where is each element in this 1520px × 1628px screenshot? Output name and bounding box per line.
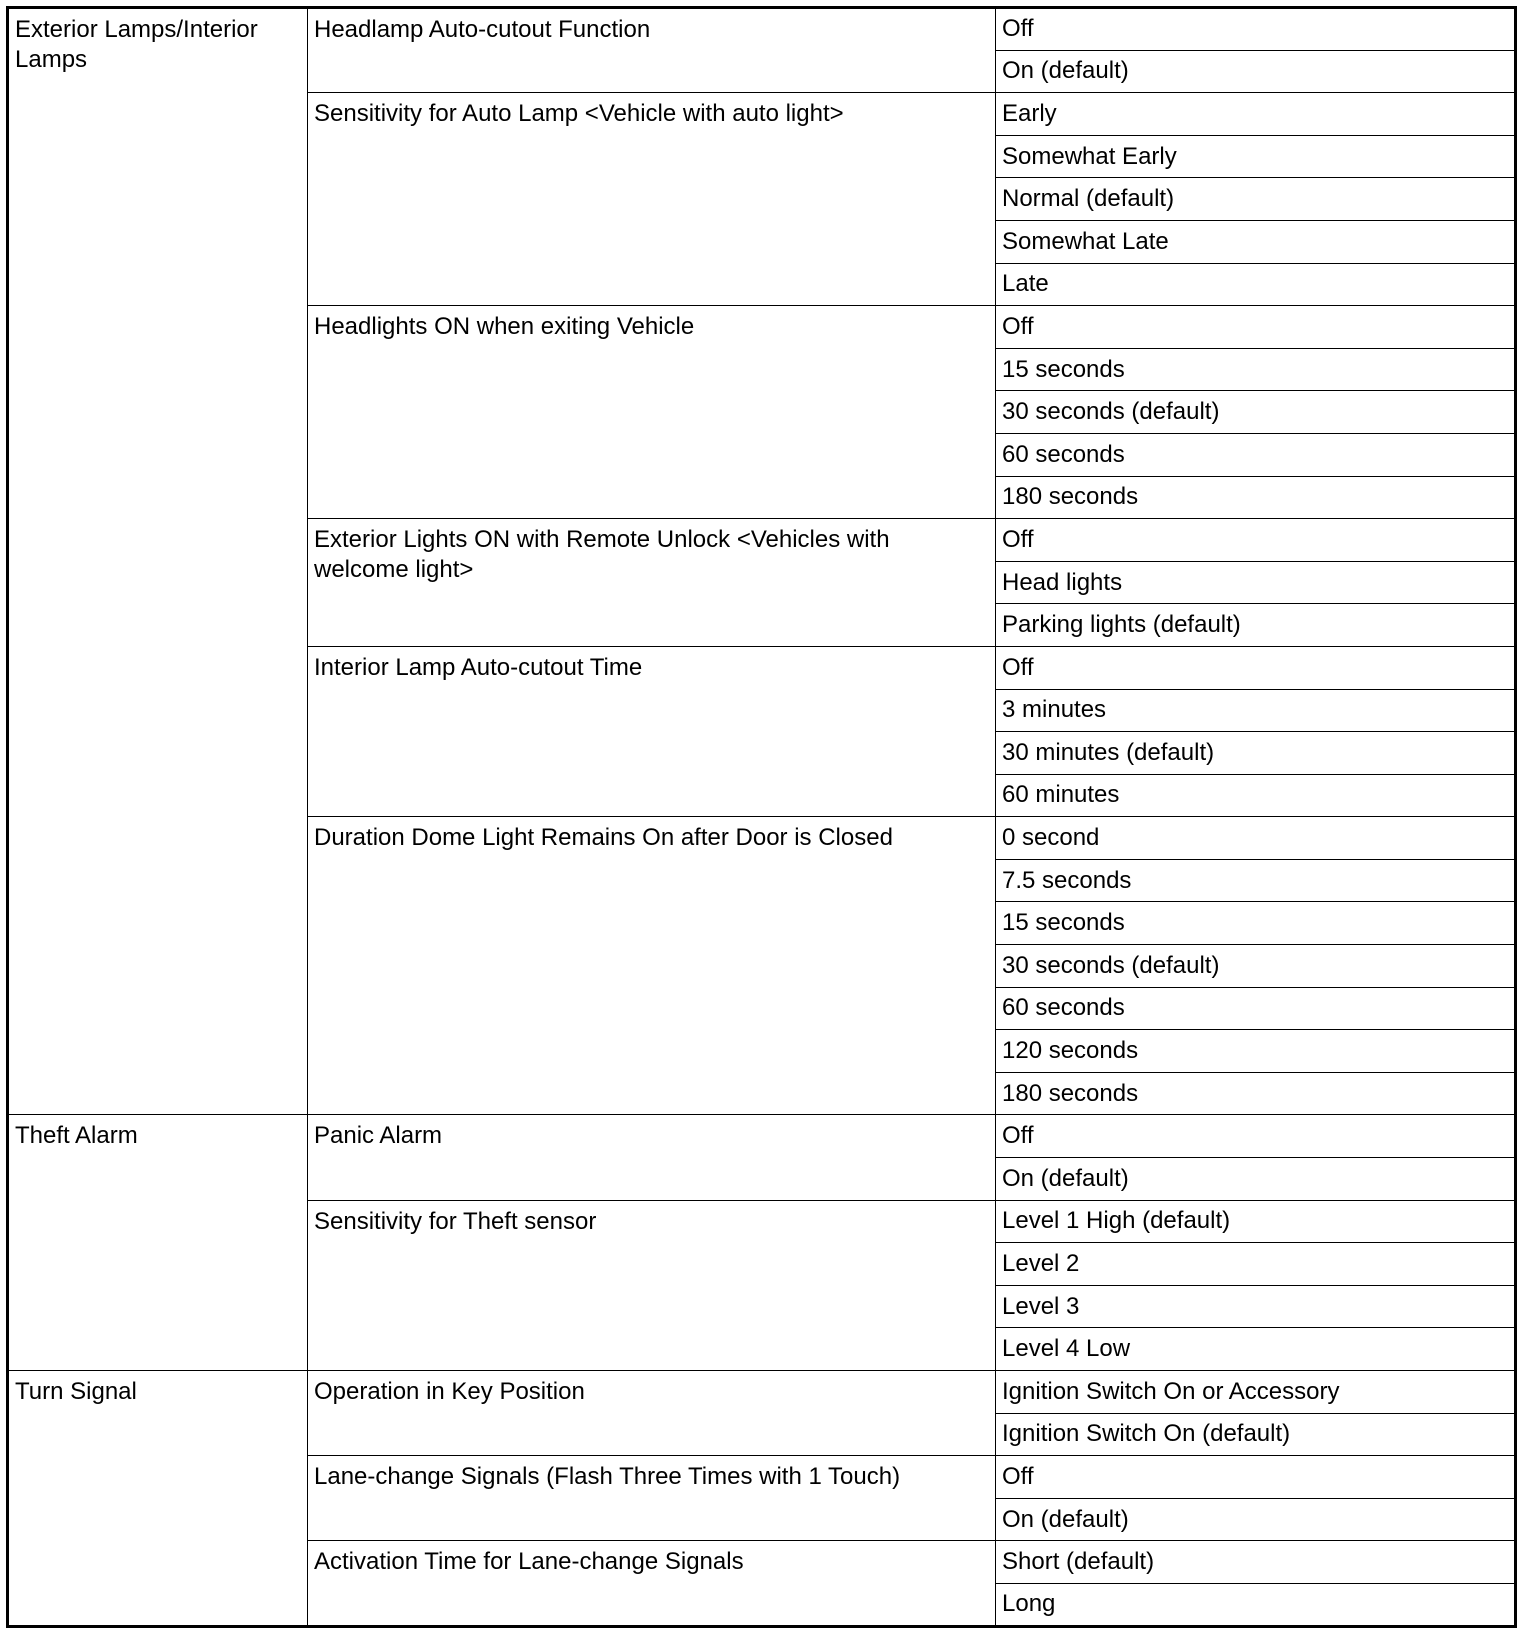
table-row xyxy=(8,1371,1516,1414)
option-cell: Long xyxy=(996,1583,1516,1626)
option-cell: 30 minutes (default) xyxy=(996,732,1516,775)
setting-name-cell: Sensitivity for Auto Lamp <Vehicle with auto light> xyxy=(308,93,996,306)
setting-name-cell: Lane-change Signals (Flash Three Times with 1 Touch) xyxy=(308,1456,996,1541)
option-cell: 30 seconds (default) xyxy=(996,945,1516,988)
option-cell: 0 second xyxy=(996,817,1516,860)
option-cell: Short (default) xyxy=(996,1541,1516,1584)
option-cell: Head lights xyxy=(996,561,1516,604)
option-cell: 180 seconds xyxy=(996,476,1516,519)
setting-name-cell: Panic Alarm xyxy=(308,1115,996,1200)
option-cell: Early xyxy=(996,93,1516,136)
table-row xyxy=(8,8,1516,51)
setting-name-cell: Headlights ON when exiting Vehicle xyxy=(308,306,996,519)
table-row xyxy=(8,1115,1516,1158)
option-cell: Off xyxy=(996,1456,1516,1499)
option-cell: Off xyxy=(996,1115,1516,1158)
category-cell: Turn Signal xyxy=(8,1371,308,1627)
option-cell: Ignition Switch On (default) xyxy=(996,1413,1516,1456)
option-cell: On (default) xyxy=(996,1158,1516,1201)
option-cell: Level 2 xyxy=(996,1243,1516,1286)
option-cell: Somewhat Early xyxy=(996,135,1516,178)
option-cell: 15 seconds xyxy=(996,348,1516,391)
option-cell: Level 4 Low xyxy=(996,1328,1516,1371)
option-cell: 15 seconds xyxy=(996,902,1516,945)
option-cell: Level 3 xyxy=(996,1285,1516,1328)
option-cell: 120 seconds xyxy=(996,1030,1516,1073)
option-cell: Somewhat Late xyxy=(996,220,1516,263)
option-cell: 60 minutes xyxy=(996,774,1516,817)
option-cell: On (default) xyxy=(996,50,1516,93)
settings-table-body xyxy=(8,8,1516,1627)
option-cell: 3 minutes xyxy=(996,689,1516,732)
option-cell: 30 seconds (default) xyxy=(996,391,1516,434)
option-cell: Off xyxy=(996,306,1516,349)
settings-table xyxy=(6,6,1517,1628)
option-cell: Off xyxy=(996,646,1516,689)
setting-name-cell: Operation in Key Position xyxy=(308,1371,996,1456)
option-cell: Off xyxy=(996,519,1516,562)
option-cell: Parking lights (default) xyxy=(996,604,1516,647)
option-cell: Late xyxy=(996,263,1516,306)
setting-name-cell: Sensitivity for Theft sensor xyxy=(308,1200,996,1370)
option-cell: 180 seconds xyxy=(996,1072,1516,1115)
option-cell: On (default) xyxy=(996,1498,1516,1541)
option-cell: Ignition Switch On or Accessory xyxy=(996,1371,1516,1414)
option-cell: Normal (default) xyxy=(996,178,1516,221)
category-cell: Exterior Lamps/Interior Lamps xyxy=(8,8,308,1115)
setting-name-cell: Duration Dome Light Remains On after Door is Closed xyxy=(308,817,996,1115)
setting-name-cell: Interior Lamp Auto-cutout Time xyxy=(308,646,996,816)
category-cell: Theft Alarm xyxy=(8,1115,308,1371)
option-cell: Off xyxy=(996,8,1516,51)
option-cell: Level 1 High (default) xyxy=(996,1200,1516,1243)
setting-name-cell: Exterior Lights ON with Remote Unlock <Vehicles with welcome light> xyxy=(308,519,996,647)
setting-name-cell: Activation Time for Lane-change Signals xyxy=(308,1541,996,1626)
option-cell: 60 seconds xyxy=(996,987,1516,1030)
option-cell: 7.5 seconds xyxy=(996,859,1516,902)
setting-name-cell: Headlamp Auto-cutout Function xyxy=(308,8,996,93)
option-cell: 60 seconds xyxy=(996,433,1516,476)
